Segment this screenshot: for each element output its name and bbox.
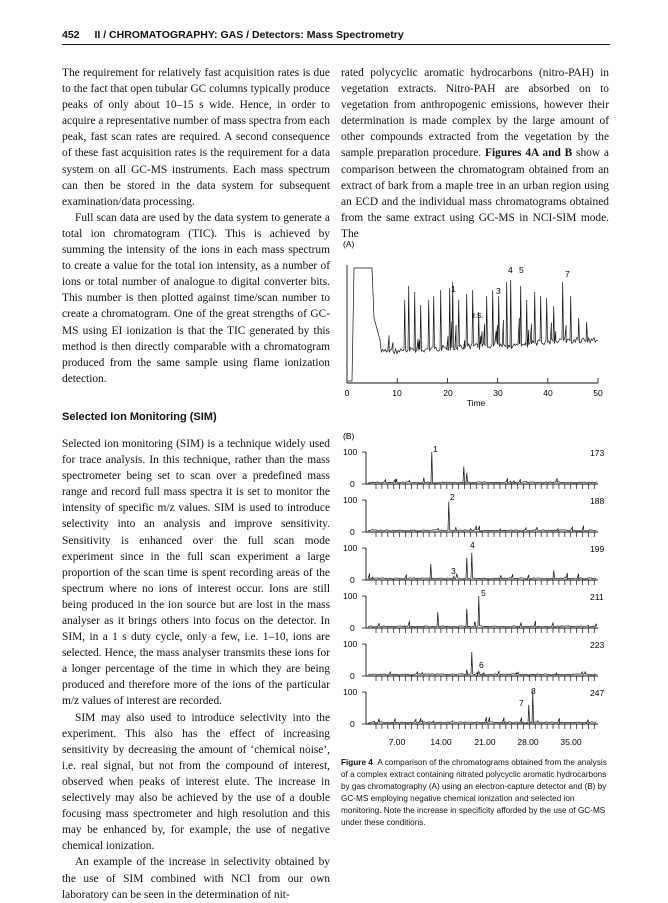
panel-b-y-max-label: 100 (343, 687, 358, 697)
panel-b-x-tick-label: 7.00 (388, 737, 406, 747)
panel-b-y-max-label: 100 (343, 495, 358, 505)
panel-a-chromatogram (345, 265, 603, 408)
panel-b-x-tick-label: 14.00 (430, 737, 452, 747)
panel-a-trace-line (348, 268, 598, 381)
page-number: 452 (62, 29, 80, 41)
paragraph-selectivity-example: An example of the increase in selectivity obtained by the use of SIM combined with NCI from our own laboratory can be seen in the determination of nit- (62, 856, 330, 901)
panel-b-peak-label: 5 (481, 588, 486, 598)
figure-caption (341, 757, 611, 829)
panel-b-trace-line (368, 553, 596, 579)
panel-b-y-max-label: 100 (343, 591, 358, 601)
panel-b-y-min-label: 0 (350, 527, 355, 537)
panel-a-x-tick-label: 40 (543, 388, 553, 398)
panel-a-x-tick-label: 0 (344, 388, 350, 398)
panel-a-peak-label: 3 (496, 286, 501, 296)
paragraph-full-scan: Full scan data are used by the data system to generate a total ion chromatogram (TIC). This is achieved by summing the intensity of the ions in each mass spectrum to create a value for the total ion intensity, as a number of ions or total number of analogue to digital converter bits. This number is then plotted against time/scan number to create a chromatogram. One of the great strengths of GC-MS using EI ionization is that the TIC generated by this method is then directly comparable with a chromatogram produced from the same sample using flame ionization detection. (62, 211, 330, 385)
figure-reference: Figures 4A and B (485, 147, 573, 160)
panel-b-mz-label: 199 (590, 544, 605, 554)
paragraph-sim-intro: Selected ion monitoring (SIM) is a technique widely used for trace analysis. In this technique, rather than the mass spectrometer being set to scan over a predefined mass range and record full mass spectra it is set to monitor the intensity of specific m/z values. SIM is used to introduce selectivity into an analysis and improve sensitivity. Sensitivity is enhanced over the full scan mode experiment since in the full scan experiment a large proportion of the scan time is spent recording areas of the spectrum where no ions of interest occur. Ions are still being produced in the ion source but are lost in the mass analyser as it brings others into focus on the detector. In SIM, in a 1 s duty cycle, only a few, i.e. 1–10, ions are selected. Hence, the mass analyser transmits these ions for a longer percentage of the time in which they are being produced and therefore more of the ions of the particular m/z values of interest are recorded. (62, 437, 330, 708)
panel-b-trace-line (368, 502, 596, 531)
panel-b-x-tick-label: 28.00 (517, 737, 539, 747)
panel-b-peak-label: 7 (519, 698, 524, 708)
panel-b-trace-line (368, 452, 597, 483)
running-title: II / CHROMATOGRAPHY: GAS / Detectors: Mass Spectrometry (94, 29, 404, 41)
panel-b-trace-line (368, 692, 596, 723)
paragraph-acquisition-rates: The requirement for relatively fast acquisition rates is due to the fact that open tubular GC columns typically produce peaks of only about 10–15 s wide. Hence, in order to acquire a representative number of mass spectra from each peak, fast scan rates are required. A second consequence of these fast acquisition rates is the requirement for a data system on all GC-MS instruments. Each mass spectrum can then be stored in the data system for subsequent examination/data processing. (62, 67, 330, 208)
panel-b-peak-label: 4 (470, 540, 475, 550)
panel-b-mz-label: 188 (590, 496, 605, 506)
panel-b-peak-label: 8 (531, 686, 536, 696)
panel-b-mz-label: 173 (590, 448, 605, 458)
panel-b-y-max-label: 100 (343, 543, 358, 553)
panel-b-y-min-label: 0 (350, 479, 355, 489)
panel-a-peak-label: 1 (451, 284, 456, 294)
panel-b-peak-label: 2 (450, 492, 455, 502)
section-heading-sim: Selected Ion Monitoring (SIM) (62, 410, 217, 423)
panel-b-trace-line (368, 596, 596, 627)
panel-b-x-tick-label: 21.00 (474, 737, 496, 747)
paragraph-nitro-pah: rated polycyclic aromatic hydrocarbons (nitro-PAH) in vegetation extracts. Nitro-PAH are absorbed on to vegetation from anthropogenic emissions, however their determination is made complex by the large amount of other compounds extracted from the vegetation by the sample preparation procedure. Figures 4A and B show a comparison between the chromatogram obtained from an extract of bark from a maple tree in an urban region using an ECD and the individual mass chromatograms obtained from the same extract using GC-MS in NCI-SIM mode. The (341, 67, 609, 240)
panel-b-mz-label: 247 (590, 688, 605, 698)
panel-b-y-min-label: 0 (350, 575, 355, 585)
panel-a-peak-label-internal-standard: I.S. (473, 313, 484, 320)
panel-b-mz-label: 211 (590, 592, 604, 602)
panel-a-x-ticks (347, 378, 598, 383)
panel-a-x-tick-label: 30 (493, 388, 503, 398)
figure-caption-text: A comparison of the chromatograms obtained from the analysis of a complex extract containing nitrated polycyclic aromatic hydrocarbons by gas chromatography (A) using an electron-capture detector and (B) by GC-MS employing negative chemical ionization and selected ion monitoring. Note the increase in specificity afforded by the use of GC-MS under these conditions. (341, 758, 607, 827)
panel-b-y-max-label: 100 (343, 447, 358, 457)
panel-b-label: (B) (343, 431, 355, 441)
panel-b-y-min-label: 0 (350, 719, 355, 729)
panel-b-y-min-label: 0 (350, 671, 355, 681)
panel-b-x-tick-label: 35.00 (560, 737, 582, 747)
panel-b-y-min-label: 0 (350, 623, 355, 633)
panel-a-x-axis-title: Time (466, 398, 486, 408)
panel-b-peak-label: 6 (479, 660, 484, 670)
panel-b-x-tick-labels (389, 737, 582, 747)
figure-caption-label: Figure 4 (341, 758, 373, 767)
panel-b-y-max-label: 100 (343, 639, 358, 649)
panel-b-mass-chromatograms (343, 444, 604, 729)
paragraph-sim-selectivity: SIM may also used to introduce selectivity into the experiment. This also has the effect of increasing sensitivity by decreasing the amount of ‘chemical noise’, i.e. real signal, but not from the compound of interest, observed when peaks of interest elute. The increase in selectively may also be achieved by the use of a double focusing mass spectrometer and high resolution and this may be enhanced by, for example, the use of negative chemical ionization. (62, 711, 330, 853)
panel-a-peak-label: 7 (565, 269, 570, 279)
panel-a-peak-label: 4 (508, 265, 513, 275)
panel-a-x-tick-label: 50 (593, 388, 603, 398)
panel-b-peak-label: 1 (433, 444, 438, 454)
panel-a-x-tick-label: 20 (443, 388, 453, 398)
panel-a-peak-label: 5 (519, 265, 524, 275)
panel-b-mz-label: 223 (590, 640, 605, 650)
panel-a-label: (A) (343, 239, 355, 249)
panel-b-peak-label: 3 (451, 566, 456, 576)
panel-a-x-tick-label: 10 (392, 388, 402, 398)
